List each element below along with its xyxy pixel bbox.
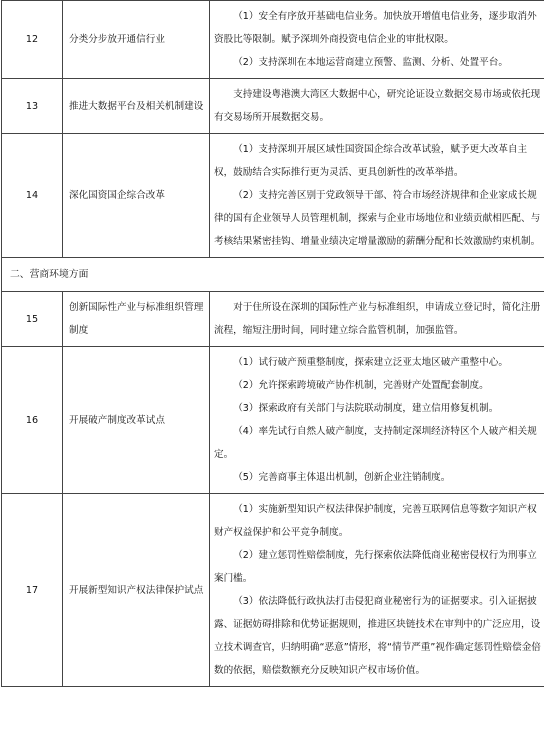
content-paragraph: （1）支持深圳开展区域性国资国企综合改革试验，赋予更大改革自主权，鼓励结合实际推行更为灵活、更具创新性的改革举措。 (214, 144, 528, 178)
table-row (2, 79, 544, 134)
content-paragraph: （2）允许探索跨境破产协作机制，完善财产处置配套制度。 (233, 380, 489, 391)
measure-name: 开展新型知识产权法律保护试点 (63, 494, 210, 687)
content-paragraph: 对于住所设在深圳的国际性产业与标准组织，申请成立登记时，简化注册流程，缩短注册时间，同时建立综合监管机制，加强监管。 (214, 302, 541, 336)
measure-content (210, 347, 544, 494)
policy-table (1, 0, 544, 687)
measure-name: 深化国资国企综合改革 (63, 134, 210, 258)
row-number: 16 (2, 347, 63, 494)
measure-content (210, 134, 544, 258)
measure-content (210, 494, 544, 687)
content-paragraph: （5）完善商事主体退出机制，创新企业注销制度。 (233, 472, 451, 483)
content-paragraph: （1）安全有序放开基础电信业务。加快放开增值电信业务，逐步取消外资股比等限制。赋予深圳外商投资电信企业的审批权限。 (214, 11, 537, 45)
content-paragraph: （2）建立惩罚性赔偿制度，先行探索依法降低商业秘密侵权行为刑事立案门槛。 (214, 550, 537, 584)
measure-name: 分类分步放开通信行业 (63, 1, 210, 79)
content-paragraph: （2）支持完善区别于党政领导干部、符合市场经济规律和企业家成长规律的国有企业领导人员管理机制，探索与企业市场地位和业绩贡献相匹配、与考核结果紧密挂钩、增量业绩决定增量激励的薪酬分配和长效激励约束机制。 (214, 190, 541, 247)
content-paragraph: （1）试行破产预重整制度，探索建立泛亚太地区破产重整中心。 (233, 357, 508, 368)
section-header: 二、营商环境方面 (2, 258, 544, 292)
content-paragraph: （2）支持深圳在本地运营商建立预警、监测、分析、处置平台。 (233, 57, 508, 68)
table-row (2, 1, 544, 79)
section-row (2, 258, 544, 292)
row-number: 17 (2, 494, 63, 687)
rows-after-section (2, 292, 544, 687)
measure-name: 开展破产制度改革试点 (63, 347, 210, 494)
table-row (2, 292, 544, 347)
row-number: 12 (2, 1, 63, 79)
measure-content (210, 79, 544, 134)
content-paragraph: （4）率先试行自然人破产制度，支持制定深圳经济特区个人破产相关规定。 (214, 426, 537, 460)
row-number: 15 (2, 292, 63, 347)
measure-name: 推进大数据平台及相关机制建设 (63, 79, 210, 134)
measure-content (210, 1, 544, 79)
content-paragraph: （1）实施新型知识产权法律保护制度，完善互联网信息等数字知识产权财产权益保护和公平竞争制度。 (214, 504, 537, 538)
row-number: 14 (2, 134, 63, 258)
content-paragraph: （3）探索政府有关部门与法院联动制度，建立信用修复机制。 (233, 403, 499, 414)
rows-before-section (2, 1, 544, 258)
section-block (2, 258, 544, 292)
table-row (2, 134, 544, 258)
content-paragraph: （3）依法降低行政执法打击侵犯商业秘密行为的证据要求。引入证据披露、证据妨碍排除和优势证据规则，推进区块链技术在审判中的广泛应用，设立技术调查官，归纳明确“恶意”情形，将“情节严重”视作确定惩罚性赔偿金倍数的依据，赔偿数额充分反映知识产权市场价值。 (214, 596, 541, 676)
table-row (2, 494, 544, 687)
table-row (2, 347, 544, 494)
measure-content (210, 292, 544, 347)
measure-name: 创新国际性产业与标准组织管理制度 (63, 292, 210, 347)
content-paragraph: 支持建设粤港澳大湾区大数据中心，研究论证设立数据交易市场或依托现有交易场所开展数据交易。 (214, 89, 541, 123)
row-number: 13 (2, 79, 63, 134)
